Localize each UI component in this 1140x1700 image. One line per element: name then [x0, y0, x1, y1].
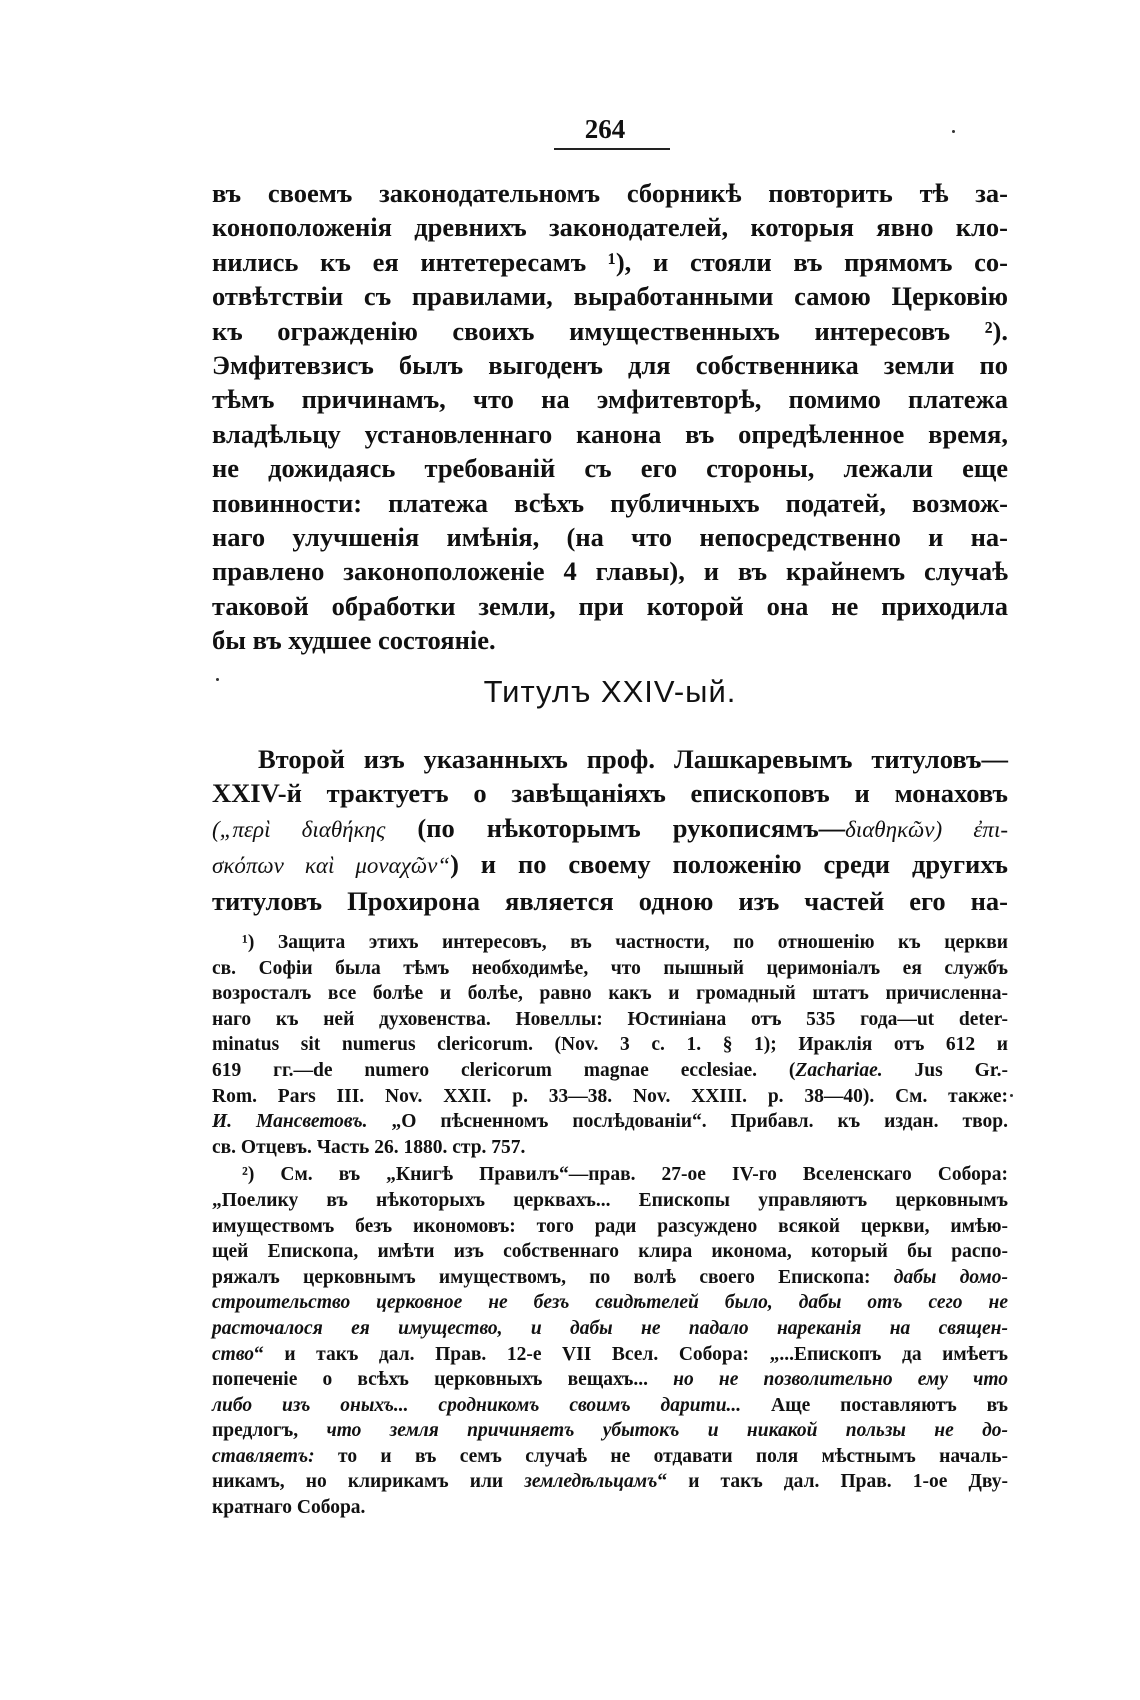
- greek-text: („περὶ διαθήκης: [212, 816, 386, 842]
- text-fragment: (по нѣкоторымъ рукописямъ—: [417, 812, 846, 843]
- text-fragment: предлогъ,: [212, 1420, 327, 1442]
- italic-text: И. Мансветовъ.: [212, 1111, 368, 1133]
- footnote-line: возросталъ все болѣе и болѣе, равно какъ и громадный штатъ причисленна-: [212, 983, 1008, 1005]
- footnote-line: строительство церковное не безъ свидѣтелей было, дабы отъ сего не: [212, 1292, 1008, 1314]
- print-speck: [952, 130, 955, 133]
- footnote-line: [212, 1418, 1008, 1444]
- footnote-line: щей Епископа, имѣти изъ собственнаго клира иконома, который бы распо-: [212, 1241, 1008, 1263]
- text-fragment: никамъ, но клирикамъ или: [212, 1471, 525, 1493]
- footnote-line: ¹) Защита этихъ интересовъ, въ частности, по отношенію къ церкви: [242, 932, 1008, 953]
- italic-text: дабы домо-: [893, 1266, 1009, 1288]
- footnote-line: „Поелику въ нѣкоторыхъ церквахъ... Епископы управляютъ церковнымъ: [212, 1189, 1008, 1211]
- footnote-line: кратнаго Собора.: [212, 1497, 366, 1519]
- footnote-line: minatus sit numerus clericorum. (Nov. 3 c. 1. § 1); Ираклія отъ 612 и: [212, 1034, 1008, 1056]
- italic-text: но не позволительно ему что: [673, 1369, 1008, 1391]
- footnote-2: [212, 1162, 1008, 1520]
- section-heading: Титулъ XXIV-ый.: [483, 674, 737, 709]
- greek-text: διαθηκῶν) ἐπι-: [845, 816, 1008, 842]
- page-number: 264: [584, 114, 626, 144]
- italic-text: земледѣльцамъ: [524, 1471, 658, 1493]
- text-line: коноположенія древнихъ законодателей, которыя явно кло-: [212, 212, 1008, 243]
- text-line: нились къ ея интетересамъ ¹), и стояли въ прямомъ со-: [212, 246, 1008, 277]
- footnote-line: [212, 1444, 1008, 1470]
- text-line: правлено законоположеніе 4 главы), и въ крайнемъ случаѣ: [212, 556, 1008, 587]
- footnote-line: [212, 1109, 1008, 1135]
- text-line: отвѣтствіи съ правилами, выработанными самою Церковію: [212, 281, 1008, 312]
- text-fragment: “ и такъ дал. Прав. 1-ое Дву-: [657, 1471, 1008, 1493]
- text-line: Эмфитевзисъ былъ выгоденъ для собственника земли по: [212, 350, 1008, 381]
- print-speck: [1010, 1094, 1013, 1097]
- text-fragment: „О пѣсненномъ послѣдованіи“. Прибавл. къ издан. твор.: [367, 1111, 1008, 1133]
- footnotes: [212, 930, 1008, 1521]
- footnote-line: св. Софіи была тѣмъ необходимѣе, что пышный церимоніалъ ея службъ: [212, 957, 1008, 979]
- footnote-line: [212, 1367, 1008, 1393]
- text-line: [212, 847, 1008, 883]
- text-fragment: то и въ семъ случаѣ не отдавати поля мѣстнымъ началь-: [314, 1445, 1008, 1467]
- text-line: [212, 811, 1008, 847]
- text-fragment: ) и по своему положенію среди другихъ: [450, 849, 1008, 880]
- italic-text: ство: [212, 1343, 255, 1365]
- greek-text: σκόπων καὶ μοναχῶν“: [212, 853, 451, 879]
- text-line: въ своемъ законодательномъ сборникѣ повторить тѣ за-: [212, 178, 1008, 208]
- text-line: бы въ худшее состояніе.: [212, 625, 496, 656]
- footnote-line: Rom. Pars III. Nov. XXII. p. 33—38. Nov. XXIII. p. 38—40). См. также:: [212, 1085, 1008, 1107]
- text-line: владѣльцу установленнаго канона въ опредѣленное время,: [212, 418, 1008, 449]
- text-line: XXIV-й трактуетъ о завѣщаніяхъ епископовъ и монаховъ: [212, 778, 1008, 809]
- footnote-line: [212, 1393, 1008, 1419]
- main-paragraph: [212, 176, 1008, 658]
- footnote-line: [212, 1469, 1008, 1495]
- text-line: Второй изъ указанныхъ проф. Лашкаревымъ титуловъ—: [258, 744, 1008, 774]
- text-fragment: 619 гг.—de numero clericorum magnae ecclesiae. (: [212, 1059, 796, 1081]
- text-fragment: Аще поставляютъ въ: [741, 1394, 1008, 1416]
- text-line: наго улучшенія имѣнія, (на что непосредственно и на-: [212, 522, 1008, 553]
- italic-text: Zachariae.: [795, 1059, 883, 1081]
- italic-text: либо изъ оныхъ... сродникомъ своимъ дарити...: [212, 1394, 742, 1416]
- footnote-line: [212, 1058, 1008, 1084]
- italic-text: что земля причиняетъ убытокъ и никакой пользы не до-: [326, 1420, 1008, 1442]
- text-fragment: Jus Gr.-: [882, 1059, 1008, 1081]
- footnote-line: ²) См. въ „Книгѣ Правилъ“—прав. 27-ое IV-го Вселенскаго Собора:: [242, 1164, 1008, 1186]
- page-number-rule: [554, 148, 670, 150]
- footnote-line: св. Отцевъ. Часть 26. 1880. стр. 757.: [212, 1136, 526, 1158]
- text-line: таковой обработки земли, при которой она не приходила: [212, 590, 1008, 621]
- italic-text: ставляетъ:: [212, 1445, 315, 1467]
- footnote-line: [212, 1265, 1008, 1291]
- text-fragment: “ и такъ дал. Прав. 12-е VII Всел. Собора: „...Епископъ да имѣетъ: [254, 1343, 1008, 1365]
- text-line: къ огражденію своихъ имущественныхъ интересовъ ²).: [212, 315, 1008, 346]
- text-fragment: попеченіе о всѣхъ церковныхъ вещахъ...: [212, 1369, 674, 1391]
- text-line: не дожидаясь требованій съ его стороны, лежали еще: [212, 453, 1008, 484]
- section-paragraph: [212, 742, 1008, 918]
- footnote-1: [212, 930, 1008, 1160]
- text-fragment: ряжалъ церковнымъ имуществомъ, по волѣ своего Епископа:: [212, 1266, 894, 1288]
- footnote-line: [212, 1342, 1008, 1368]
- text-line: титуловъ Прохирона является одною изъ частей его на-: [212, 885, 1008, 916]
- text-line: повинности: платежа всѣхъ публичныхъ податей, возмож-: [212, 487, 1008, 518]
- text-line: тѣмъ причинамъ, что на эмфитевторѣ, помимо платежа: [212, 384, 1008, 415]
- footnote-line: расточалося ея имущество, и дабы не падало нареканія на священ-: [212, 1317, 1008, 1339]
- footnote-line: имуществомъ безъ икономовъ: того ради разсуждено всякой церкви, имѣю-: [212, 1215, 1008, 1237]
- footnote-line: наго къ ней духовенства. Новеллы: Юстиніана отъ 535 года—ut deter-: [212, 1008, 1008, 1030]
